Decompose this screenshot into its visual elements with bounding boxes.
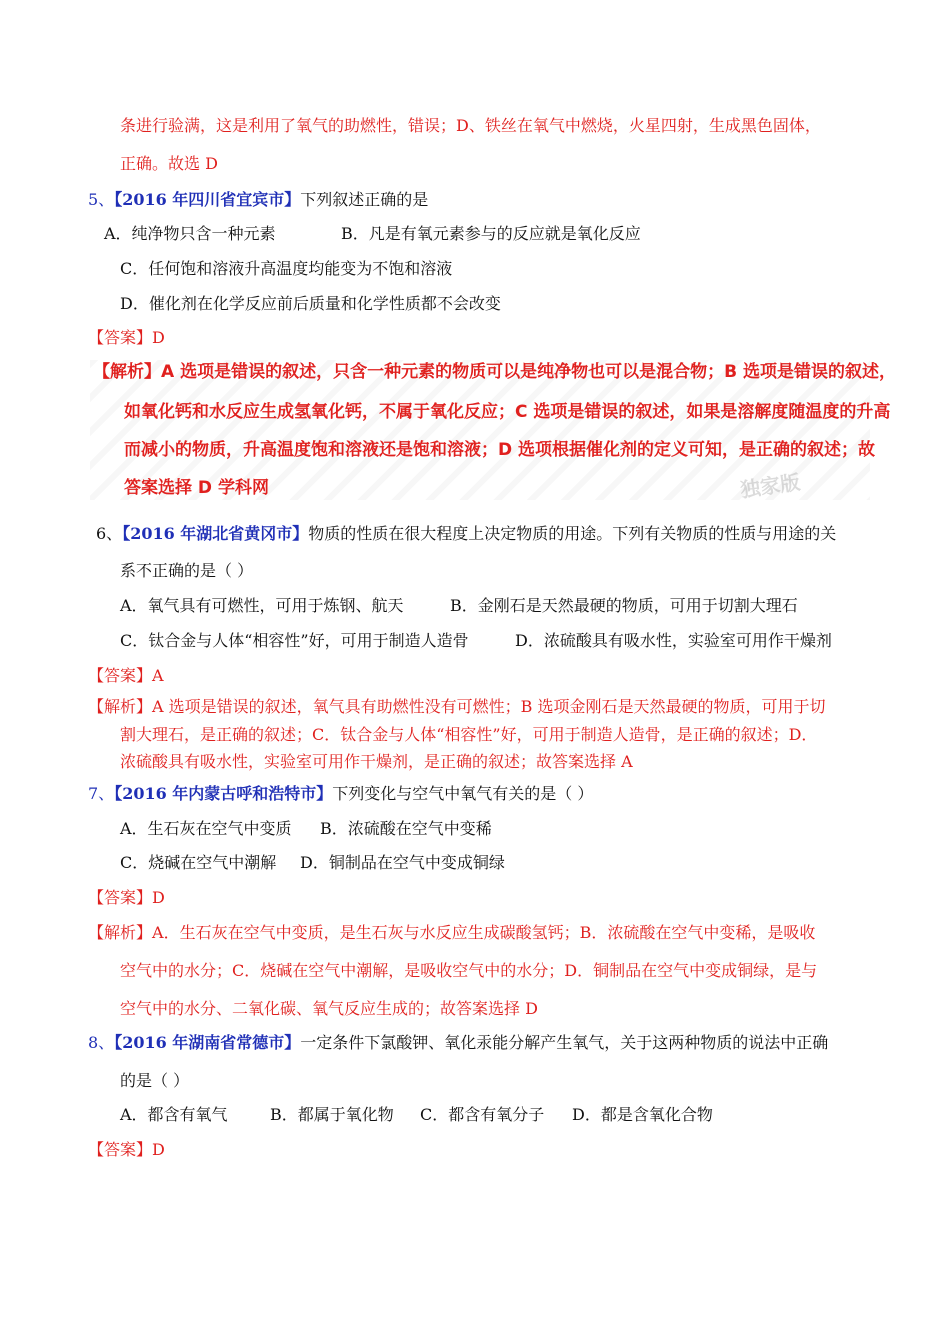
q5-analysis-line-3: 而减小的物质，升高温度饱和溶液还是饱和溶液；D 选项根据催化剂的定义可知，是正确的叙述；故 (124, 440, 876, 460)
q5-option-b: B．凡是有氧元素参与的反应就是氧化反应 (341, 224, 641, 243)
question-source: 【2016 年湖北省黄冈市】 (122, 524, 309, 543)
question-6-stem-line-2: 系不正确的是（ ） (120, 561, 254, 580)
answer-value: A (152, 666, 164, 685)
answer-value: D (152, 888, 165, 907)
q8-option-b: B．都属于氧化物 (270, 1105, 394, 1124)
q6-option-c: C．钛合金与人体“相容性”好，可用于制造人造骨 (120, 631, 469, 650)
analysis-label: 【解析】 (88, 697, 153, 716)
q8-option-c: C．都含有氧分子 (420, 1105, 545, 1124)
question-text: 下列叙述正确的是 (300, 190, 429, 209)
answer-label: 【答案】 (88, 328, 153, 347)
q5-option-a: A．纯净物只含一种元素 (104, 224, 276, 243)
question-8-stem (88, 1032, 828, 1054)
q7-answer (88, 887, 165, 909)
q7-analysis-line-2: 空气中的水分；C．烧碱在空气中潮解，是吸收空气中的水分；D．铜制品在空气中变成铜绿，是与 (120, 961, 818, 980)
question-number: 5、 (88, 190, 115, 209)
q6-analysis-line-3: 浓硫酸具有吸水性，实验室可用作干燥剂，是正确的叙述；故答案选择 A (120, 752, 633, 771)
question-number: 8、 (88, 1033, 115, 1052)
q5-answer (88, 327, 165, 349)
question-6-stem (96, 523, 836, 545)
question-number: 6、 (96, 524, 123, 543)
q7-option-b: B．浓硫酸在空气中变稀 (320, 819, 492, 838)
q6-option-b: B．金刚石是天然最硬的物质，可用于切割大理石 (450, 596, 798, 615)
analysis-label: 【解析】 (93, 362, 161, 382)
q8-answer (88, 1139, 165, 1161)
q6-analysis-line-2: 割大理石，是正确的叙述；C．钛合金与人体“相容性”好，可用于制造人造骨，是正确的叙述；D． (120, 725, 818, 744)
q6-option-d: D．浓硫酸具有吸水性，实验室可用作干燥剂 (515, 631, 832, 650)
question-5-stem (88, 189, 428, 211)
q6-option-a: A．氧气具有可燃性，可用于炼钢、航天 (120, 596, 404, 615)
q5-option-d: D．催化剂在化学反应前后质量和化学性质都不会改变 (120, 294, 501, 313)
q7-option-a: A．生石灰在空气中变质 (120, 819, 292, 838)
prev-analysis-line-2: 正确。故选 D (120, 154, 218, 173)
analysis-text: A 选项是错误的叙述，氧气具有助燃性没有可燃性；B 选项金刚石是天然最硬的物质，可用于切 (152, 697, 826, 716)
prev-analysis-line-1: 条进行验满，这是利用了氧气的助燃性，错误；D、铁丝在氧气中燃烧，火星四射，生成黑色固体， (120, 116, 821, 135)
question-source: 【2016 年四川省宜宾市】 (114, 190, 301, 209)
q8-option-d: D．都是含氧化合物 (572, 1105, 713, 1124)
q5-analysis-line-2: 如氧化钙和水反应生成氢氧化钙，不属于氧化反应；C 选项是错误的叙述，如果是溶解度随温度的升高 (124, 402, 891, 422)
q5-analysis-line-1 (93, 361, 896, 383)
watermark-text: 独家版 (738, 469, 802, 503)
answer-value: D (152, 1140, 165, 1159)
question-number: 7、 (88, 784, 115, 803)
answer-value: D (152, 328, 165, 347)
question-source: 【2016 年内蒙古呼和浩特市】 (114, 784, 333, 803)
q8-option-a: A．都含有氧气 (120, 1105, 228, 1124)
q6-analysis-line-1 (88, 696, 826, 718)
answer-label: 【答案】 (88, 1140, 153, 1159)
q5-analysis-line-4: 答案选择 D 学科网 (124, 478, 269, 498)
q5-option-c: C．任何饱和溶液升高温度均能变为不饱和溶液 (120, 259, 453, 278)
q7-analysis-line-3: 空气中的水分、二氧化碳、氧气反应生成的；故答案选择 D (120, 999, 538, 1018)
answer-label: 【答案】 (88, 888, 153, 907)
q7-option-d: D．铜制品在空气中变成铜绿 (300, 853, 505, 872)
analysis-text: A．生石灰在空气中变质，是生石灰与水反应生成碳酸氢钙；B．浓硫酸在空气中变稀，是吸收 (152, 923, 816, 942)
question-text: 下列变化与空气中氧气有关的是（ ） (332, 784, 594, 803)
question-7-stem (88, 783, 593, 805)
question-text: 一定条件下氯酸钾、氧化汞能分解产生氧气，关于这两种物质的说法中正确 (300, 1033, 829, 1052)
question-8-stem-line-2: 的是（ ） (120, 1071, 190, 1090)
q7-option-c: C．烧碱在空气中潮解 (120, 853, 277, 872)
question-source: 【2016 年湖南省常德市】 (114, 1033, 301, 1052)
analysis-text: A 选项是错误的叙述，只含一种元素的物质可以是纯净物也可以是混合物；B 选项是错误的叙述， (161, 362, 896, 382)
answer-label: 【答案】 (88, 666, 153, 685)
q7-analysis-line-1 (88, 922, 815, 944)
question-text: 物质的性质在很大程度上决定物质的用途。下列有关物质的性质与用途的关 (308, 524, 837, 543)
analysis-label: 【解析】 (88, 923, 153, 942)
q6-answer (88, 665, 164, 687)
